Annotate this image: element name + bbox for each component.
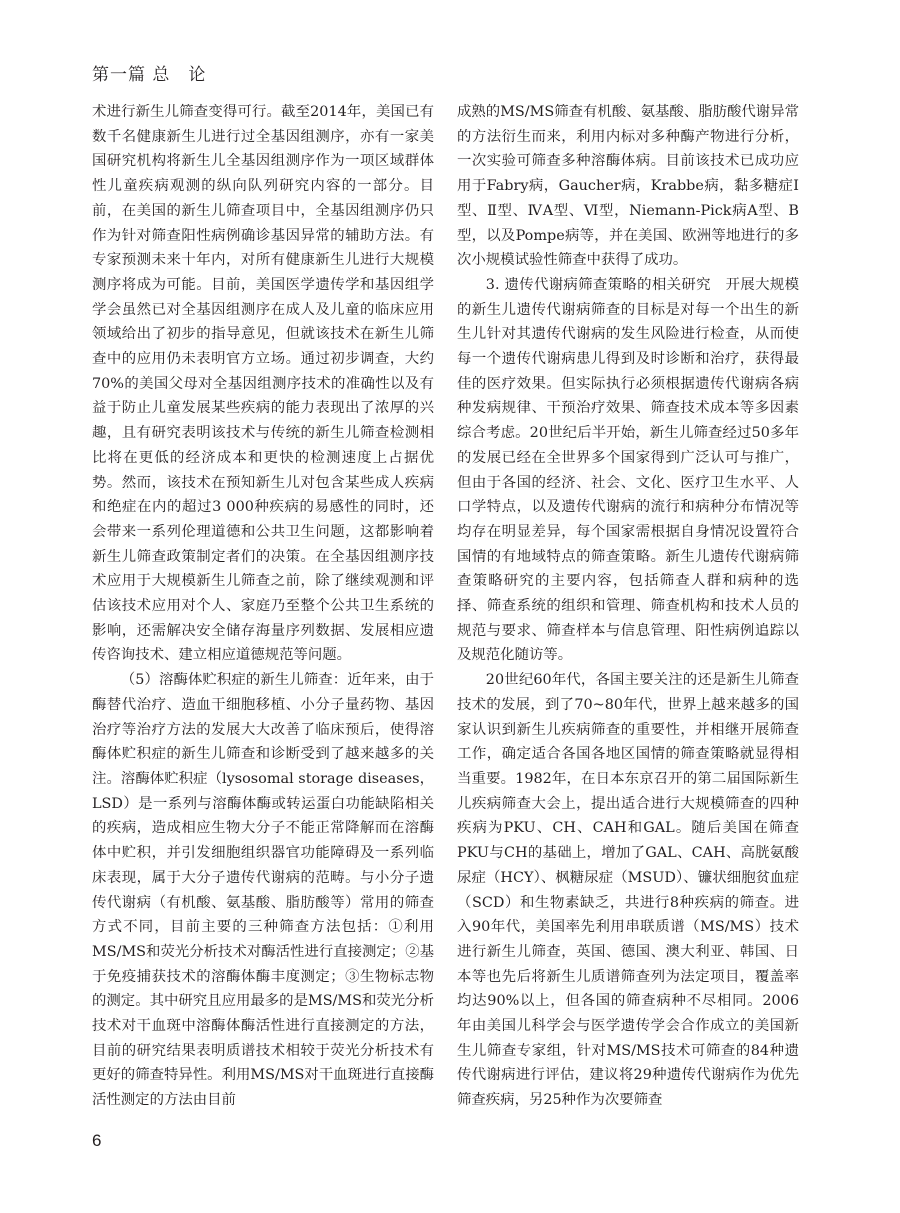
paragraph: 术进行新生儿筛查变得可行。截至2014年，美国已有数千名健康新生儿进行过全基因组测序，亦有一家美国研究机构将新生儿全基因组测序作为一项区域群体性儿童疾病观测的纵向队列研究内容的一部分。目前，在美国的新生儿筛查项目中，全基因组测序仍只作为针对筛查阳性病例确诊基因异常的辅助方法。有专家预测未来十年内，对所有健康新生儿进行大规模测序将成为可能。目前，美国医学遗传学和基因组学学会虽然已对全基因组测序在成人及儿童的临床应用领域给出了初步的指导意见，但就该技术在新生儿筛查中的应用仍未表明官方立场。通过初步调查，大约70%的美国父母对全基因组测序技术的准确性以及有益于防止儿童发展某些疾病的能力表现出了浓厚的兴趣，且有研究表明该技术与传统的新生儿筛查检测相比将在更低的经济成本和更快的检测速度上占据优势。然而，该技术在预知新生儿对包含某些成人疾病和绝症在内的超过3 000种疾病的易感性的同时，还会带来一系列伦理道德和公共卫生问题，这都影响着新生儿筛查政策制定者们的决策。在全基因组测序技术应用于大规模新生儿筛查之前，除了继续观测和评估该技术应用对个人、家庭乃至整个公共卫生系统的影响，还需解决安全储存海量序列数据、发展相应遗传咨询技术、建立相应道德规范等问题。 (92, 104, 434, 664)
right-column (457, 100, 799, 1113)
page-number: 6 (92, 1131, 102, 1150)
paragraph: 成熟的MS/MS筛查有机酸、氨基酸、脂肪酸代谢异常的方法衍生而来，利用内标对多种酶产物进行分析，一次实验可筛查多种溶酶体病。目前该技术已成功应用于Fabry病，Gaucher病，Krabbe病，黏多糖症Ⅰ型、Ⅱ型、ⅣA型、Ⅵ型，Niemann-Pick病A型、B型，以及Pompe病等，并在美国、欧洲等地进行的多次小规模试验性筛查中获得了成功。 (457, 104, 799, 269)
paragraph: （5）溶酶体贮积症的新生儿筛查：近年来，由于酶替代治疗、造血干细胞移植、小分子量药物、基因治疗等治疗方法的发展大大改善了临床预后，使得溶酶体贮积症的新生儿筛查和诊断受到了越来越多的关注。溶酶体贮积症（lysosomal storage diseases，LSD）是一系列与溶酶体酶或转运蛋白功能缺陷相关的疾病，造成相应生物大分子不能正常降解而在溶酶体中贮积，并引发细胞组织器官功能障碍及一系列临床表现，属于大分子遗传代谢病的范畴。与小分子遗传代谢病（有机酸、氨基酸、脂肪酸等）常用的筛查方式不同，目前主要的三种筛查方法包括：①利用MS/MS和荧光分析技术对酶活性进行直接测定；②基于免疫捕获技术的溶酶体酶丰度测定；③生物标志物的测定。其中研究且应用最多的是MS/MS和荧光分析技术对干血斑中溶酶体酶活性进行直接测定的方法，目前的研究结果表明质谱技术相较于荧光分析技术有更好的筛查特异性。利用MS/MS对干血斑进行直接酶活性测定的方法由目前 (92, 672, 434, 1109)
paragraph: 20世纪60年代，各国主要关注的还是新生儿筛查技术的发展，到了70~80年代，世界上越来越多的国家认识到新生儿疾病筛查的重要性，并相继开展筛查工作，确定适合各国各地区国情的筛查策略就显得相当重要。1982年，在日本东京召开的第二届国际新生儿疾病筛查大会上，提出适合进行大规模筛查的四种疾病为PKU、CH、CAH和GAL。随后美国在筛查PKU与CH的基础上，增加了GAL、CAH、高胱氨酸尿症（HCY）、枫糖尿症（MSUD）、镰状细胞贫血症（SCD）和生物素缺乏，共进行8种疾病的筛查。进入90年代，美国率先利用串联质谱（MS/MS）技术进行新生儿筛查，英国、德国、澳大利亚、韩国、日本等也先后将新生儿质谱筛查列为法定项目，覆盖率均达90%以上，但各国的筛查病种不尽相同。2006年由美国儿科学会与医学遗传学会合作成立的美国新生儿筛查专家组，针对MS/MS技术可筛查的84种遗传代谢病进行评估，建议将29种遗传代谢病作为优先筛查疾病，另25种作为次要筛查 (457, 672, 799, 1109)
left-column (92, 100, 434, 1113)
section-heading-paragraph: 3. 遗传代谢病筛查策略的相关研究 开展大规模的新生儿遗传代谢病筛查的目标是对每一个出生的新生儿针对其遗传代谢病的发生风险进行检查，从而使每一个遗传代谢病患儿得到及时诊断和治疗，获得最佳的医疗效果。但实际执行必须根据遗传代谢病各病种发病规律、干预治疗效果、筛查技术成本等多因素综合考虑。20世纪后半开始，新生儿筛查经过50多年的发展已经在全世界多个国家得到广泛认可与推广，但由于各国的经济、社会、文化、医疗卫生水平、人口学特点，以及遗传代谢病的流行和病种分布情况等均存在明显差异，每个国家需根据自身情况设置符合国情的有地域特点的筛查策略。新生儿遗传代谢病筛查策略研究的主要内容，包括筛查人群和病种的选择、筛查系统的组织和管理、筛查机构和技术人员的规范与要求、筛查样本与信息管理、阳性病例追踪以及规范化随访等。 (457, 276, 799, 664)
running-head: 第一篇 总 论 (92, 65, 207, 85)
